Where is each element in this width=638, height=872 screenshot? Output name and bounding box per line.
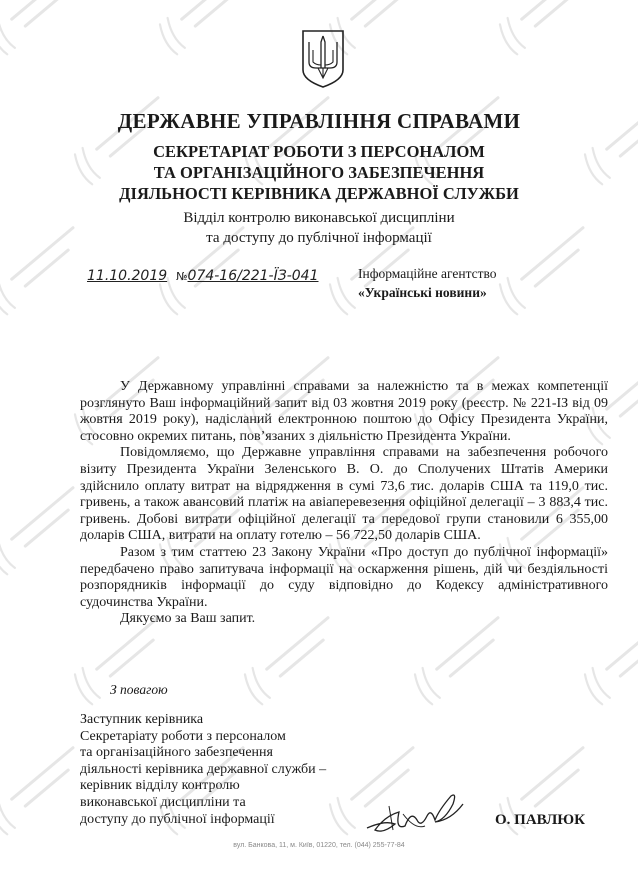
paragraph: Повідомляємо, що Державне управління справами на забезпечення робочого візиту Президента України Зеленського В. О. до Сполучених Штатів Америки здійснило оплату витрат на відрядження в сумі 73,6 тис. доларів США та 119,0 тис. гривень, а також авансовий платіж на авіаперевезення офіційної делегації – 3 883,4 тис. гривень. Добові витрати офіційної делегації та передової групи становили 6 355,00 доларів США, витрати на оплату готелю – 56 722,50 доларів США.	[80, 445, 608, 544]
department-title	[0, 208, 638, 248]
regards: З повагою	[110, 682, 168, 697]
department-line: Відділ контролю виконавської дисципліни	[183, 210, 455, 226]
registration-number: 074-16/221-ЇЗ-041	[187, 268, 319, 284]
footer-address: вул. Банкова, 11, м. Київ, 01220, тел. (044) 255-77-84	[233, 842, 405, 849]
registration-line	[87, 268, 319, 284]
title-line: керівник відділу контролю	[80, 778, 240, 794]
letter-body	[80, 379, 608, 628]
watermark-logo	[0, 740, 88, 835]
title-line: діяльності керівника державної служби –	[80, 761, 327, 777]
title-line: та організаційного забезпечення	[80, 745, 273, 761]
addressee-line: Інформаційне агентство	[358, 266, 497, 281]
title-line: доступу до публічної інформації	[80, 811, 275, 827]
handwritten-signature	[365, 790, 465, 838]
watermark-logo	[494, 0, 598, 55]
title-line: виконавської дисципліни та	[80, 794, 246, 810]
paragraph: Разом з тим статтею 23 Закону України «Про доступ до публічної інформації» передбачено право запитувача інформації на оскарження рішень, дій чи бездіяльності розпорядників інформації до суду відповідно до Кодексу адміністративного судочинства України.	[80, 544, 608, 610]
title-line: Заступник керівника	[80, 712, 204, 727]
addressee-line: «Українські новини»	[358, 285, 487, 300]
trident-emblem-icon	[300, 28, 346, 90]
department-line: та доступу до публічної інформації	[206, 230, 432, 246]
registration-date: 11.10.2019	[87, 268, 168, 284]
paragraph: Дякуємо за Ваш запит.	[120, 611, 256, 627]
secretariat-title	[0, 141, 638, 204]
number-prefix: №	[176, 270, 188, 283]
signatory-title	[80, 712, 326, 828]
secretariat-line: ДІЯЛЬНОСТІ КЕРІВНИКА ДЕРЖАВНОЇ СЛУЖБИ	[119, 184, 519, 203]
signatory-name: О. ПАВЛЮК	[495, 812, 586, 828]
watermark-logo	[154, 0, 258, 55]
secretariat-line: ТА ОРГАНІЗАЦІЙНОГО ЗАБЕЗПЕЧЕННЯ	[153, 163, 485, 182]
watermark-logo	[0, 480, 88, 575]
addressee	[358, 264, 497, 302]
organization-title: ДЕРЖАВНЕ УПРАВЛІННЯ СПРАВАМИ	[117, 109, 521, 133]
watermark-logo	[0, 0, 88, 55]
paragraph: У Державному управлінні справами за належністю та в межах компетенції розглянуто Ваш інформаційний запит від 03 жовтня 2019 року (реєстр. № 221-ІЗ від 09 жовтня 2019 року), надісланий електронною поштою до Офісу Президента України, стосовно окремих питань, пов’язаних з діяльністю Президента України.	[80, 379, 608, 444]
secretariat-line: СЕКРЕТАРІАТ РОБОТИ З ПЕРСОНАЛОМ	[153, 142, 485, 161]
title-line: Секретаріату роботи з персоналом	[80, 728, 286, 744]
